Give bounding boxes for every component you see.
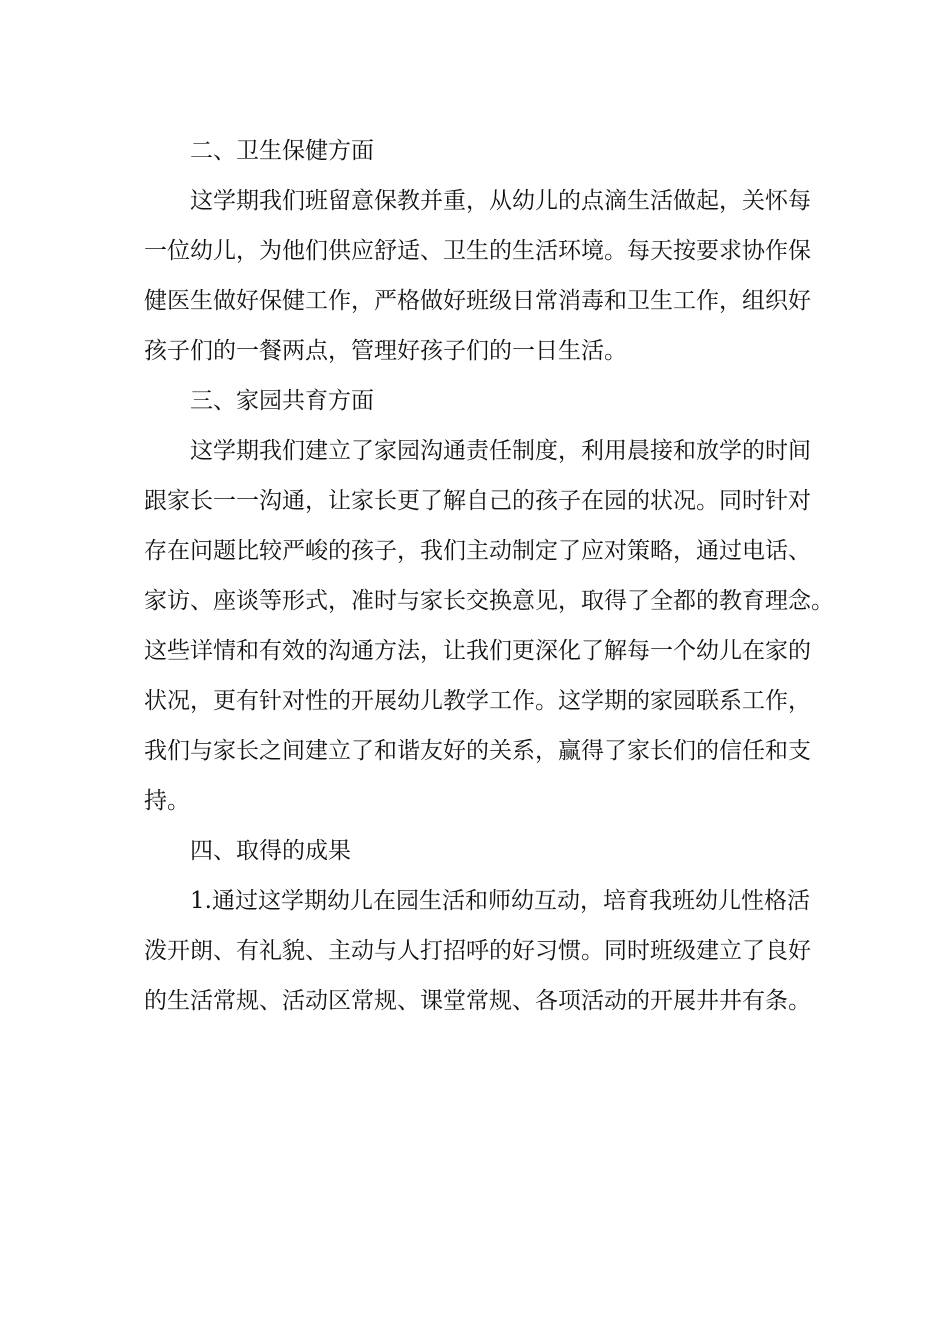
section-heading-hygiene: 二、卫生保健方面: [190, 138, 374, 164]
paragraph-line: 我们与家长之间建立了和谐友好的关系，赢得了家长们的信任和支: [144, 738, 811, 764]
paragraph-line: 孩子们的一餐两点，管理好孩子们的一日生活。: [144, 338, 627, 364]
paragraph-line: 一位幼儿，为他们供应舒适、卫生的生活环境。每天按要求协作保: [144, 238, 811, 264]
paragraph-line: 持。: [144, 788, 190, 814]
paragraph-line: 这些详情和有效的沟通方法，让我们更深化了解每一个幼儿在家的: [144, 638, 811, 664]
paragraph-line: 的生活常规、活动区常规、课堂常规、各项活动的开展井井有条。: [144, 988, 811, 1014]
paragraph-line: 健医生做好保健工作，严格做好班级日常消毒和卫生工作，组织好: [144, 288, 811, 314]
paragraph-line: 泼开朗、有礼貌、主动与人打招呼的好习惯。同时班级建立了良好: [144, 938, 811, 964]
section-heading-home-school: 三、家园共育方面: [190, 388, 374, 414]
paragraph-line: 家访、座谈等形式，准时与家长交换意见，取得了全都的教育理念。: [144, 588, 834, 614]
paragraph-line: 状况，更有针对性的开展幼儿教学工作。这学期的家园联系工作，: [144, 688, 811, 714]
section-heading-achievements: 四、取得的成果: [190, 838, 351, 864]
paragraph-line: 这学期我们班留意保教并重，从幼儿的点滴生活做起，关怀每: [190, 188, 811, 214]
paragraph-line: 1.通过这学期幼儿在园生活和师幼互动，培育我班幼儿性格活: [190, 888, 810, 914]
paragraph-line: 这学期我们建立了家园沟通责任制度，利用晨接和放学的时间: [190, 438, 811, 464]
paragraph-line: 跟家长一一沟通，让家长更了解自己的孩子在园的状况。同时针对: [144, 488, 811, 514]
paragraph-line: 存在问题比较严峻的孩子，我们主动制定了应对策略，通过电话、: [144, 538, 811, 564]
